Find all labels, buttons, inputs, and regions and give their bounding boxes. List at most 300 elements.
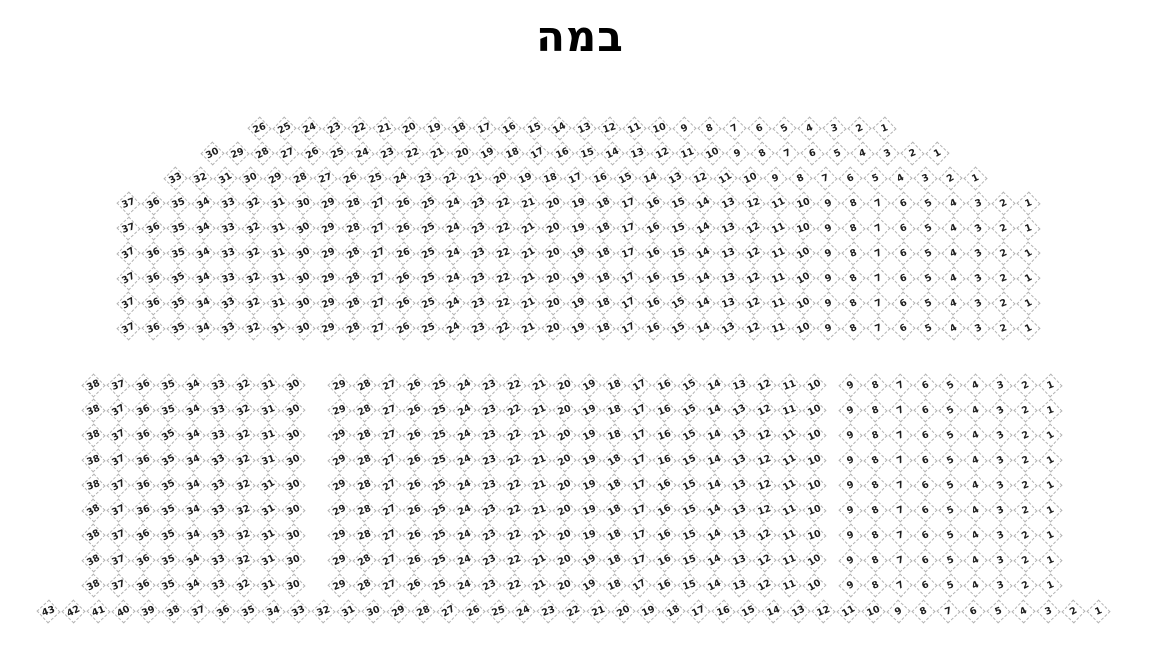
seat[interactable] xyxy=(716,216,741,241)
seat[interactable] xyxy=(352,373,377,398)
seat[interactable] xyxy=(863,373,888,398)
seat[interactable] xyxy=(891,291,916,316)
seat[interactable] xyxy=(491,191,516,216)
seat[interactable] xyxy=(991,266,1016,291)
seat[interactable] xyxy=(841,241,866,266)
seat[interactable] xyxy=(716,291,741,316)
seat[interactable] xyxy=(838,548,863,573)
seat[interactable] xyxy=(311,599,336,624)
seat[interactable] xyxy=(327,473,352,498)
seat[interactable] xyxy=(988,473,1013,498)
seat[interactable] xyxy=(1038,423,1063,448)
seat[interactable] xyxy=(516,266,541,291)
seat[interactable] xyxy=(352,473,377,498)
seat[interactable] xyxy=(552,473,577,498)
seat[interactable] xyxy=(291,216,316,241)
seat[interactable] xyxy=(591,241,616,266)
seat[interactable] xyxy=(991,241,1016,266)
seat[interactable] xyxy=(702,423,727,448)
seat[interactable] xyxy=(516,316,541,341)
seat[interactable] xyxy=(891,216,916,241)
seat[interactable] xyxy=(802,448,827,473)
seat[interactable] xyxy=(802,523,827,548)
seat[interactable] xyxy=(577,548,602,573)
seat[interactable] xyxy=(938,523,963,548)
seat[interactable] xyxy=(888,448,913,473)
seat[interactable] xyxy=(463,166,488,191)
seat[interactable] xyxy=(611,599,636,624)
seat[interactable] xyxy=(377,473,402,498)
seat[interactable] xyxy=(256,548,281,573)
seat[interactable] xyxy=(988,548,1013,573)
seat[interactable] xyxy=(761,599,786,624)
seat[interactable] xyxy=(891,241,916,266)
seat[interactable] xyxy=(866,266,891,291)
seat[interactable] xyxy=(281,373,306,398)
seat[interactable] xyxy=(641,316,666,341)
seat[interactable] xyxy=(491,316,516,341)
seat[interactable] xyxy=(741,291,766,316)
seat[interactable] xyxy=(281,423,306,448)
seat[interactable] xyxy=(256,473,281,498)
seat[interactable] xyxy=(566,191,591,216)
seat[interactable] xyxy=(988,498,1013,523)
seat[interactable] xyxy=(652,423,677,448)
seat[interactable] xyxy=(847,116,872,141)
seat[interactable] xyxy=(1013,423,1038,448)
seat[interactable] xyxy=(427,373,452,398)
seat[interactable] xyxy=(441,316,466,341)
seat[interactable] xyxy=(327,573,352,598)
seat[interactable] xyxy=(1013,523,1038,548)
seat[interactable] xyxy=(247,116,272,141)
seat[interactable] xyxy=(216,241,241,266)
seat[interactable] xyxy=(416,316,441,341)
seat[interactable] xyxy=(452,498,477,523)
seat[interactable] xyxy=(527,523,552,548)
seat[interactable] xyxy=(241,291,266,316)
seat[interactable] xyxy=(266,291,291,316)
seat[interactable] xyxy=(727,498,752,523)
seat[interactable] xyxy=(106,473,131,498)
seat[interactable] xyxy=(891,191,916,216)
seat[interactable] xyxy=(888,498,913,523)
seat[interactable] xyxy=(652,398,677,423)
seat[interactable] xyxy=(677,573,702,598)
seat[interactable] xyxy=(916,291,941,316)
seat[interactable] xyxy=(527,448,552,473)
seat[interactable] xyxy=(191,291,216,316)
seat[interactable] xyxy=(416,216,441,241)
seat[interactable] xyxy=(627,498,652,523)
seat[interactable] xyxy=(375,141,400,166)
seat[interactable] xyxy=(288,166,313,191)
seat[interactable] xyxy=(791,191,816,216)
seat[interactable] xyxy=(452,373,477,398)
seat[interactable] xyxy=(216,266,241,291)
seat[interactable] xyxy=(966,216,991,241)
seat[interactable] xyxy=(591,291,616,316)
seat[interactable] xyxy=(566,291,591,316)
seat[interactable] xyxy=(577,473,602,498)
seat[interactable] xyxy=(325,141,350,166)
seat[interactable] xyxy=(281,523,306,548)
seat[interactable] xyxy=(816,316,841,341)
seat[interactable] xyxy=(416,266,441,291)
seat[interactable] xyxy=(838,573,863,598)
seat[interactable] xyxy=(602,548,627,573)
seat[interactable] xyxy=(777,398,802,423)
seat[interactable] xyxy=(1038,373,1063,398)
seat[interactable] xyxy=(816,266,841,291)
seat[interactable] xyxy=(131,573,156,598)
seat[interactable] xyxy=(527,498,552,523)
seat[interactable] xyxy=(727,548,752,573)
seat[interactable] xyxy=(156,398,181,423)
seat[interactable] xyxy=(677,423,702,448)
seat[interactable] xyxy=(1038,573,1063,598)
seat[interactable] xyxy=(1016,216,1041,241)
seat[interactable] xyxy=(477,448,502,473)
seat[interactable] xyxy=(502,473,527,498)
seat[interactable] xyxy=(377,373,402,398)
seat[interactable] xyxy=(231,548,256,573)
seat[interactable] xyxy=(206,373,231,398)
seat[interactable] xyxy=(327,523,352,548)
seat[interactable] xyxy=(436,599,461,624)
seat[interactable] xyxy=(766,241,791,266)
seat[interactable] xyxy=(1038,523,1063,548)
seat[interactable] xyxy=(666,216,691,241)
seat[interactable] xyxy=(402,423,427,448)
seat[interactable] xyxy=(472,116,497,141)
seat[interactable] xyxy=(156,548,181,573)
seat[interactable] xyxy=(466,266,491,291)
seat[interactable] xyxy=(281,448,306,473)
seat[interactable] xyxy=(911,599,936,624)
seat[interactable] xyxy=(352,423,377,448)
seat[interactable] xyxy=(231,473,256,498)
seat[interactable] xyxy=(702,548,727,573)
seat[interactable] xyxy=(81,448,106,473)
seat[interactable] xyxy=(411,599,436,624)
seat[interactable] xyxy=(216,191,241,216)
seat[interactable] xyxy=(341,191,366,216)
seat[interactable] xyxy=(1086,599,1111,624)
seat[interactable] xyxy=(502,398,527,423)
seat[interactable] xyxy=(741,216,766,241)
seat[interactable] xyxy=(516,216,541,241)
seat[interactable] xyxy=(752,423,777,448)
seat[interactable] xyxy=(281,398,306,423)
seat[interactable] xyxy=(502,498,527,523)
seat[interactable] xyxy=(541,191,566,216)
seat[interactable] xyxy=(777,548,802,573)
seat[interactable] xyxy=(81,573,106,598)
seat[interactable] xyxy=(338,166,363,191)
seat[interactable] xyxy=(791,316,816,341)
seat[interactable] xyxy=(516,191,541,216)
seat[interactable] xyxy=(106,573,131,598)
seat[interactable] xyxy=(131,473,156,498)
seat[interactable] xyxy=(181,373,206,398)
seat[interactable] xyxy=(181,548,206,573)
seat[interactable] xyxy=(752,398,777,423)
seat[interactable] xyxy=(427,573,452,598)
seat[interactable] xyxy=(527,373,552,398)
seat[interactable] xyxy=(391,291,416,316)
seat[interactable] xyxy=(327,448,352,473)
seat[interactable] xyxy=(825,141,850,166)
seat[interactable] xyxy=(963,498,988,523)
seat[interactable] xyxy=(402,498,427,523)
seat[interactable] xyxy=(502,448,527,473)
seat[interactable] xyxy=(141,191,166,216)
seat[interactable] xyxy=(602,398,627,423)
seat[interactable] xyxy=(866,191,891,216)
seat[interactable] xyxy=(366,291,391,316)
seat[interactable] xyxy=(591,216,616,241)
seat[interactable] xyxy=(641,216,666,241)
seat[interactable] xyxy=(477,423,502,448)
seat[interactable] xyxy=(136,599,161,624)
seat[interactable] xyxy=(652,548,677,573)
seat[interactable] xyxy=(141,216,166,241)
seat[interactable] xyxy=(988,523,1013,548)
seat[interactable] xyxy=(377,548,402,573)
seat[interactable] xyxy=(216,291,241,316)
seat[interactable] xyxy=(727,373,752,398)
seat[interactable] xyxy=(206,523,231,548)
seat[interactable] xyxy=(963,548,988,573)
seat[interactable] xyxy=(131,398,156,423)
seat[interactable] xyxy=(1013,448,1038,473)
seat[interactable] xyxy=(61,599,86,624)
seat[interactable] xyxy=(327,498,352,523)
seat[interactable] xyxy=(256,573,281,598)
seat[interactable] xyxy=(802,423,827,448)
seat[interactable] xyxy=(181,398,206,423)
seat[interactable] xyxy=(666,316,691,341)
seat[interactable] xyxy=(391,241,416,266)
seat[interactable] xyxy=(256,498,281,523)
seat[interactable] xyxy=(702,573,727,598)
seat[interactable] xyxy=(863,448,888,473)
seat[interactable] xyxy=(966,291,991,316)
seat[interactable] xyxy=(352,498,377,523)
seat[interactable] xyxy=(863,498,888,523)
seat[interactable] xyxy=(941,241,966,266)
seat[interactable] xyxy=(427,448,452,473)
seat[interactable] xyxy=(36,599,61,624)
seat[interactable] xyxy=(81,398,106,423)
seat[interactable] xyxy=(452,398,477,423)
seat[interactable] xyxy=(577,373,602,398)
seat[interactable] xyxy=(461,599,486,624)
seat[interactable] xyxy=(727,573,752,598)
seat[interactable] xyxy=(166,216,191,241)
seat[interactable] xyxy=(352,448,377,473)
seat[interactable] xyxy=(81,498,106,523)
seat[interactable] xyxy=(131,423,156,448)
seat[interactable] xyxy=(716,241,741,266)
seat[interactable] xyxy=(788,166,813,191)
seat[interactable] xyxy=(266,241,291,266)
seat[interactable] xyxy=(777,498,802,523)
seat[interactable] xyxy=(1013,548,1038,573)
seat[interactable] xyxy=(452,573,477,598)
seat[interactable] xyxy=(736,599,761,624)
seat[interactable] xyxy=(131,373,156,398)
seat[interactable] xyxy=(913,423,938,448)
seat[interactable] xyxy=(352,398,377,423)
seat[interactable] xyxy=(802,548,827,573)
seat[interactable] xyxy=(441,241,466,266)
seat[interactable] xyxy=(1038,548,1063,573)
seat[interactable] xyxy=(366,266,391,291)
seat[interactable] xyxy=(131,548,156,573)
seat[interactable] xyxy=(963,398,988,423)
seat[interactable] xyxy=(347,116,372,141)
seat[interactable] xyxy=(941,266,966,291)
seat[interactable] xyxy=(181,498,206,523)
seat[interactable] xyxy=(427,498,452,523)
seat[interactable] xyxy=(777,448,802,473)
seat[interactable] xyxy=(402,523,427,548)
seat[interactable] xyxy=(963,423,988,448)
seat[interactable] xyxy=(591,191,616,216)
seat[interactable] xyxy=(256,373,281,398)
seat[interactable] xyxy=(988,373,1013,398)
seat[interactable] xyxy=(327,373,352,398)
seat[interactable] xyxy=(616,241,641,266)
seat[interactable] xyxy=(256,523,281,548)
seat[interactable] xyxy=(577,398,602,423)
seat[interactable] xyxy=(491,241,516,266)
seat[interactable] xyxy=(116,241,141,266)
seat[interactable] xyxy=(775,141,800,166)
seat[interactable] xyxy=(161,599,186,624)
seat[interactable] xyxy=(402,448,427,473)
seat[interactable] xyxy=(366,241,391,266)
seat[interactable] xyxy=(602,573,627,598)
seat[interactable] xyxy=(466,241,491,266)
seat[interactable] xyxy=(616,216,641,241)
seat[interactable] xyxy=(816,291,841,316)
seat[interactable] xyxy=(86,599,111,624)
seat[interactable] xyxy=(377,498,402,523)
seat[interactable] xyxy=(963,573,988,598)
seat[interactable] xyxy=(652,498,677,523)
seat[interactable] xyxy=(1038,473,1063,498)
seat[interactable] xyxy=(477,573,502,598)
seat[interactable] xyxy=(627,448,652,473)
seat[interactable] xyxy=(863,573,888,598)
seat[interactable] xyxy=(477,498,502,523)
seat[interactable] xyxy=(266,316,291,341)
seat[interactable] xyxy=(791,291,816,316)
seat[interactable] xyxy=(156,473,181,498)
seat[interactable] xyxy=(491,266,516,291)
seat[interactable] xyxy=(341,241,366,266)
seat[interactable] xyxy=(452,523,477,548)
seat[interactable] xyxy=(491,291,516,316)
seat[interactable] xyxy=(786,599,811,624)
seat[interactable] xyxy=(1016,291,1041,316)
seat[interactable] xyxy=(281,473,306,498)
seat[interactable] xyxy=(266,266,291,291)
seat[interactable] xyxy=(727,423,752,448)
seat[interactable] xyxy=(702,523,727,548)
seat[interactable] xyxy=(677,498,702,523)
seat[interactable] xyxy=(477,548,502,573)
seat[interactable] xyxy=(991,216,1016,241)
seat[interactable] xyxy=(666,241,691,266)
seat[interactable] xyxy=(352,573,377,598)
seat[interactable] xyxy=(256,448,281,473)
seat[interactable] xyxy=(191,316,216,341)
seat[interactable] xyxy=(563,166,588,191)
seat[interactable] xyxy=(802,398,827,423)
seat[interactable] xyxy=(297,116,322,141)
seat[interactable] xyxy=(913,498,938,523)
seat[interactable] xyxy=(938,573,963,598)
seat[interactable] xyxy=(1016,316,1041,341)
seat[interactable] xyxy=(502,373,527,398)
seat[interactable] xyxy=(838,498,863,523)
seat[interactable] xyxy=(111,599,136,624)
seat[interactable] xyxy=(327,423,352,448)
seat[interactable] xyxy=(156,448,181,473)
seat[interactable] xyxy=(522,116,547,141)
seat[interactable] xyxy=(231,373,256,398)
seat[interactable] xyxy=(186,599,211,624)
seat[interactable] xyxy=(641,241,666,266)
seat[interactable] xyxy=(641,191,666,216)
seat[interactable] xyxy=(838,473,863,498)
seat[interactable] xyxy=(256,423,281,448)
seat[interactable] xyxy=(486,599,511,624)
seat[interactable] xyxy=(552,573,577,598)
seat[interactable] xyxy=(838,423,863,448)
seat[interactable] xyxy=(875,141,900,166)
seat[interactable] xyxy=(477,398,502,423)
seat[interactable] xyxy=(475,141,500,166)
seat[interactable] xyxy=(552,498,577,523)
seat[interactable] xyxy=(577,498,602,523)
seat[interactable] xyxy=(211,599,236,624)
seat[interactable] xyxy=(916,316,941,341)
seat[interactable] xyxy=(427,473,452,498)
seat[interactable] xyxy=(316,216,341,241)
seat[interactable] xyxy=(366,216,391,241)
seat[interactable] xyxy=(622,116,647,141)
seat[interactable] xyxy=(925,141,950,166)
seat[interactable] xyxy=(477,523,502,548)
seat[interactable] xyxy=(966,191,991,216)
seat[interactable] xyxy=(402,373,427,398)
seat[interactable] xyxy=(316,291,341,316)
seat[interactable] xyxy=(727,398,752,423)
seat[interactable] xyxy=(281,498,306,523)
seat[interactable] xyxy=(938,448,963,473)
seat[interactable] xyxy=(527,573,552,598)
seat[interactable] xyxy=(938,398,963,423)
seat[interactable] xyxy=(691,291,716,316)
seat[interactable] xyxy=(916,216,941,241)
seat[interactable] xyxy=(577,523,602,548)
seat[interactable] xyxy=(691,191,716,216)
